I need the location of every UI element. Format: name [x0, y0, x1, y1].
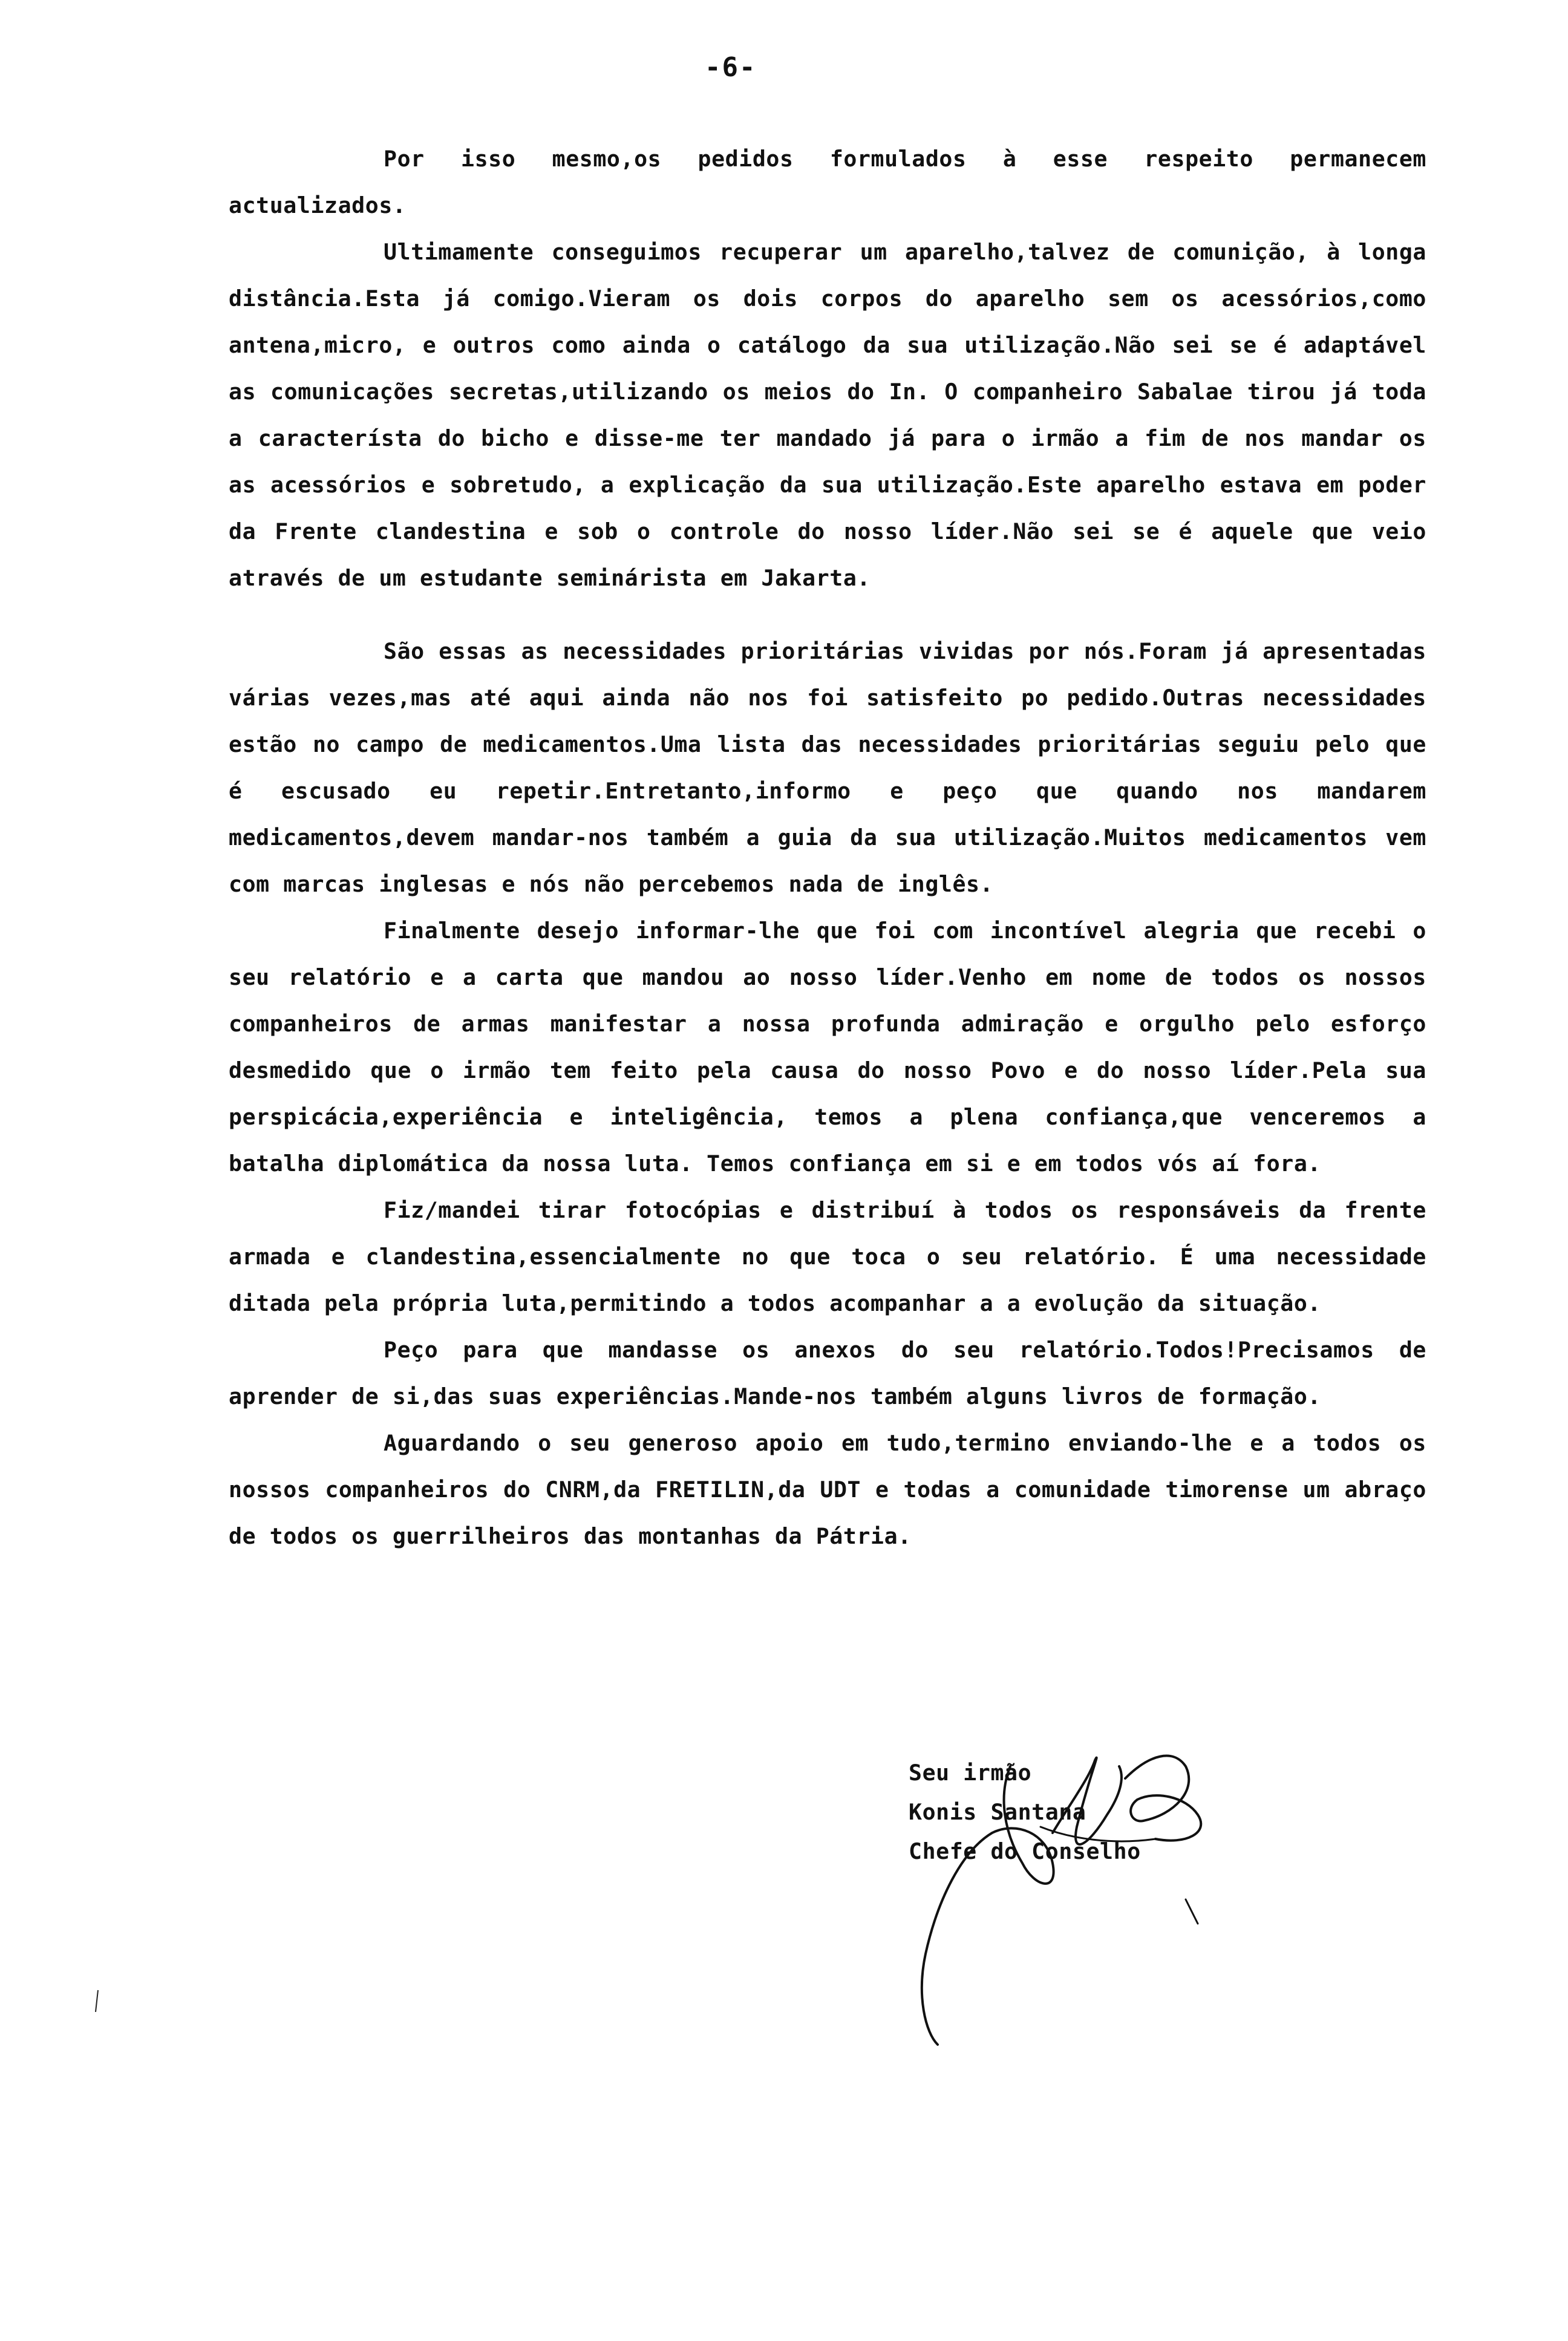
paragraph-4: Finalmente desejo informar-lhe que foi com incontível alegria que recebi o seu relatório e a carta que mandou ao nosso líder.Venho em nome de todos os nossos companheiros de armas manifestar a nossa profunda admiração e orgulho pelo esforço desmedido que o irmão tem feito pela causa do nosso Povo e do nosso líder.Pela sua perspicácia,experiência e inteligência, temos a plena confiança,que venceremos a batalha diplomática da nossa luta. Temos confiança em si e em todos vós aí fora. — [229, 918, 1426, 1177]
paragraph-7: Aguardando o seu generoso apoio em tudo,termino enviando-lhe e a todos os nossos companheiros do CNRM,da FRETILIN,da UDT e todas a comunidade timorense um abraço de todos os guerrilheiros das montanhas da Pátria. — [229, 1430, 1426, 1549]
paragraph-2: Ultimamente conseguimos recuperar um aparelho,talvez de comunição, à longa distância.Esta já comigo.Vieram os dois corpos do aparelho sem os acessórios,como antena,micro, e outros como ainda o catálogo da sua utilização.Não sei se é adaptável as comunicações secretas,utilizando os meios do In. O companheiro Sabalae tirou já toda a característa do bicho e disse-me ter mandado já para o irmão a fim de nos mandar os as acessórios e sobretudo, a explicação da sua utilização.Este aparelho estava em poder da Frente clandestina e sob o controle do nosso líder.Não sei se é aquele que veio através de um estudante seminárista em Jakarta. — [229, 239, 1426, 591]
paragraph-6: Peço para que mandasse os anexos do seu relatório.Todos!Precisamos de aprender de si,das suas experiências.Mande-nos também alguns livros de formação. — [229, 1337, 1426, 1409]
signatory-title: Chefe do Conselho — [909, 1838, 1141, 1864]
page-number: -6- — [705, 52, 757, 83]
letter-body — [229, 135, 1426, 1559]
closing-salutation: Seu irmão — [909, 1760, 1032, 1786]
paragraph-5: Fiz/mandei tirar fotocópias e distribuí à todos os responsáveis da frente armada e clandestina,essencialmente no que toca o seu relatório. É uma necessidade ditada pela própria luta,permitindo a todos acompanhar a a evolução da situação. — [229, 1197, 1426, 1316]
paragraph-1: Por isso mesmo,os pedidos formulados à esse respeito permanecem actualizados. — [229, 146, 1426, 218]
handwritten-signature — [871, 1742, 1270, 2081]
signatory-name: Konis Santana — [909, 1799, 1086, 1825]
paragraph-3: São essas as necessidades prioritárias vividas por nós.Foram já apresentadas várias vezes,mas até aqui ainda não nos foi satisfeito po pedido.Outras necessidades estão no campo de medicamentos.Uma lista das necessidades prioritárias seguiu pelo que é escusado eu repetir.Entretanto,informo e peço que quando nos mandarem medicamentos,devem mandar-nos também a guia da sua utilização.Muitos medicamentos vem com marcas inglesas e nós não percebemos nada de inglês. — [229, 638, 1426, 897]
stray-pen-mark — [93, 1989, 100, 2013]
